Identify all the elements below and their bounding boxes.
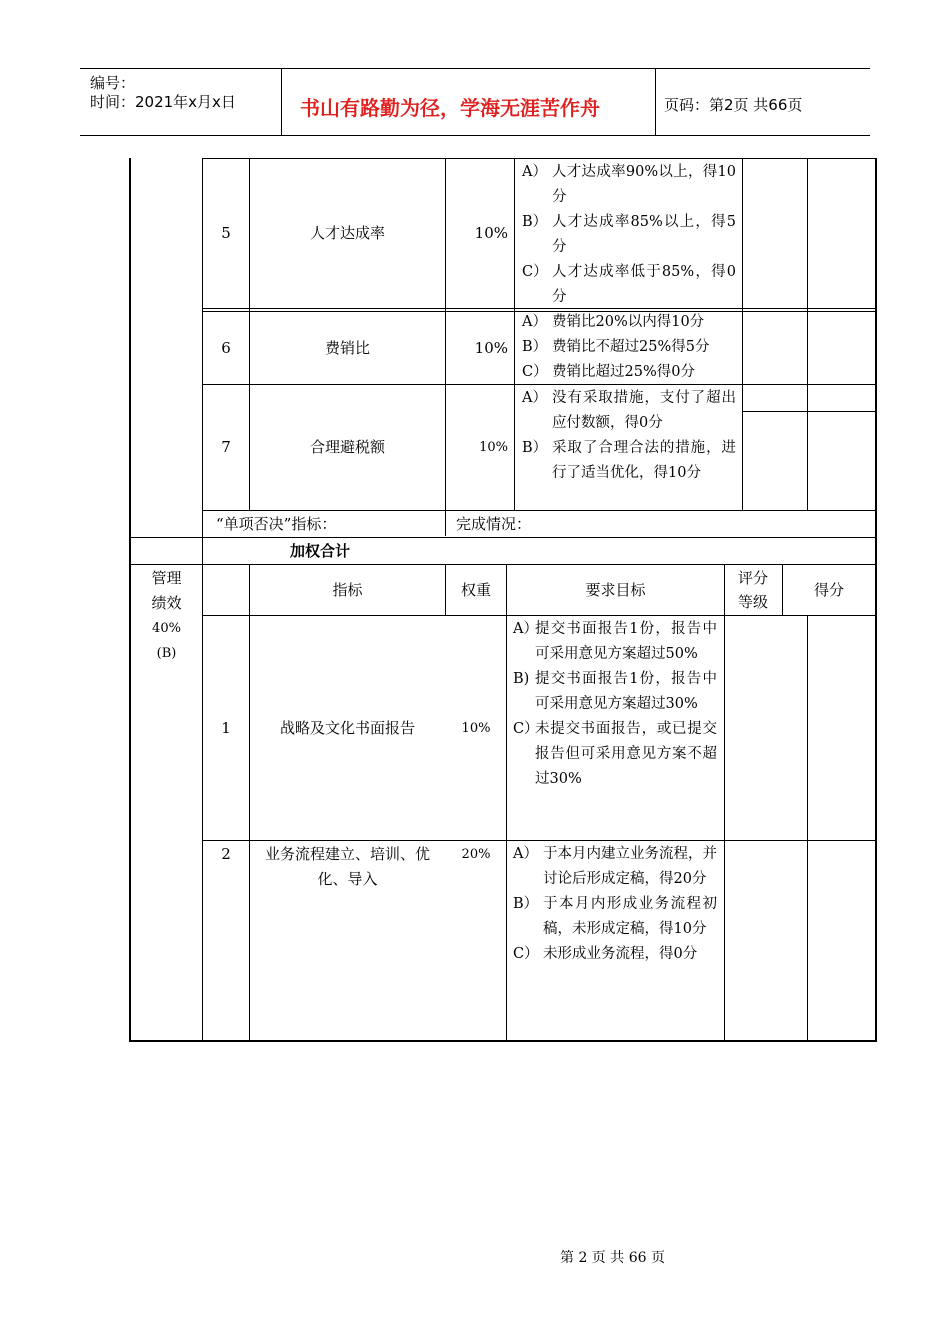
document-date: 时间：2021年x月x日 [90, 93, 236, 111]
grid-line [807, 616, 808, 1040]
requirement-label: B） [513, 896, 539, 912]
requirement-text: 提交书面报告1份，报告中可采用意见方案超过30% [535, 671, 717, 712]
requirement-text: 费销比20%以内得10分 [552, 314, 705, 330]
grid-line [129, 537, 877, 538]
grid-line [202, 840, 877, 841]
requirement-text: 于本月内形成业务流程初稿，未形成定稿，得10分 [543, 896, 717, 937]
veto-indicator-label: “单项否决”指标： [216, 515, 337, 533]
row-number: 2 [221, 845, 231, 863]
requirement-label: C） [522, 364, 548, 380]
requirement-label: A） [513, 621, 538, 637]
weight-value: 10% [474, 224, 508, 242]
requirement-label: B） [522, 214, 548, 230]
requirement-item [522, 436, 736, 486]
requirement-text: 采取了合理合法的措施，进行了适当优化，得10分 [552, 440, 736, 481]
requirement-label: B） [522, 339, 548, 355]
requirement-item [513, 942, 717, 967]
section-label-line: 管理 [151, 569, 182, 587]
header-divider [655, 68, 656, 136]
requirement-label: A） [522, 314, 547, 330]
requirement-list [522, 310, 736, 385]
requirement-item [522, 260, 736, 310]
requirement-item [513, 892, 717, 942]
requirement-item [522, 335, 736, 360]
requirement-item [513, 717, 717, 792]
row-number: 5 [221, 224, 231, 242]
indicator-name: 业务流程建立、培训、优化、导入 [264, 845, 430, 888]
section-label-line: 40% [152, 621, 181, 636]
requirement-item [522, 360, 736, 385]
requirement-text: 费销比超过25%得0分 [552, 364, 695, 380]
requirement-label: B) [513, 671, 530, 687]
requirement-text: 没有采取措施，支付了超出应付数额，得0分 [552, 390, 736, 431]
requirement-label: B） [522, 440, 548, 456]
grid-line [742, 158, 743, 510]
section-label-line: 绩效 [151, 594, 182, 612]
requirement-label: A） [522, 164, 547, 180]
requirement-text: 于本月内建立业务流程，并讨论后形成定稿，得20分 [543, 846, 717, 887]
completion-status-label: 完成情况： [456, 515, 532, 533]
requirement-text: 未提交书面报告，或已提交报告但可采用意见方案不超过30% [535, 721, 717, 787]
requirement-list [513, 617, 717, 792]
indicator-name: 战略及文化书面报告 [279, 718, 415, 737]
header-divider [281, 68, 282, 136]
table-border-right [875, 158, 877, 1042]
document-code: 编号： [90, 74, 136, 92]
grid-line [514, 158, 515, 510]
grid-line [742, 411, 877, 412]
weight-value: 10% [479, 440, 508, 455]
requirement-list [522, 386, 736, 486]
header-score: 得分 [813, 580, 844, 599]
requirement-list [522, 160, 736, 310]
requirement-label: C） [513, 721, 539, 737]
requirement-item [513, 617, 717, 667]
requirement-item [522, 386, 736, 436]
requirement-list [513, 842, 717, 967]
grid-line [506, 564, 507, 1040]
weighted-total-label: 加权合计 [290, 542, 351, 560]
requirement-text: 人才达成率90%以上，得10分 [552, 164, 736, 205]
requirement-item [513, 842, 717, 892]
row-number: 7 [221, 438, 231, 456]
header-target: 要求目标 [585, 580, 646, 599]
section-b-label [131, 566, 202, 666]
motto: 书山有路勤为径，学海无涯苦作舟 [300, 96, 600, 120]
section-label-line: (B) [156, 646, 177, 661]
requirement-label: A） [513, 846, 538, 862]
requirement-text: 费销比不超过25%得5分 [552, 339, 710, 355]
weight-value: 10% [474, 338, 508, 357]
indicator-name: 人才达成率 [309, 224, 385, 242]
indicator-name: 费销比 [324, 338, 370, 357]
requirement-item [513, 667, 717, 717]
requirement-item [522, 310, 736, 335]
row-number: 1 [221, 718, 231, 737]
indicator-name: 合理避税额 [309, 438, 385, 456]
table-border-bottom [129, 1040, 877, 1042]
requirement-text: 人才达成率低于85%，得0分 [552, 264, 736, 305]
requirement-label: C） [513, 946, 539, 962]
requirement-text: 未形成业务流程，得0分 [543, 946, 698, 962]
grid-line [202, 510, 877, 511]
weight-value: 20% [461, 847, 491, 862]
page-indicator: 页码：第2页 共66页 [664, 96, 803, 114]
requirement-label: A） [522, 390, 547, 406]
header-bottom-rule [80, 135, 870, 136]
header-indicator: 指标 [332, 580, 363, 599]
grid-line [807, 158, 808, 510]
requirement-item [522, 210, 736, 260]
requirement-item [522, 160, 736, 210]
grid-line [724, 564, 725, 1040]
requirement-text: 提交书面报告1份，报告中可采用意见方案超过50% [535, 621, 717, 662]
page-footer: 第 2 页 共 66 页 [560, 1250, 665, 1266]
header-grade: 评分等级 [737, 569, 768, 611]
weight-value: 10% [461, 720, 491, 736]
header-top-rule [80, 68, 870, 69]
row-number: 6 [221, 338, 231, 357]
requirement-text: 人才达成率85%以上，得5分 [552, 214, 736, 255]
requirement-label: C） [522, 264, 548, 280]
header-weight: 权重 [460, 580, 491, 599]
